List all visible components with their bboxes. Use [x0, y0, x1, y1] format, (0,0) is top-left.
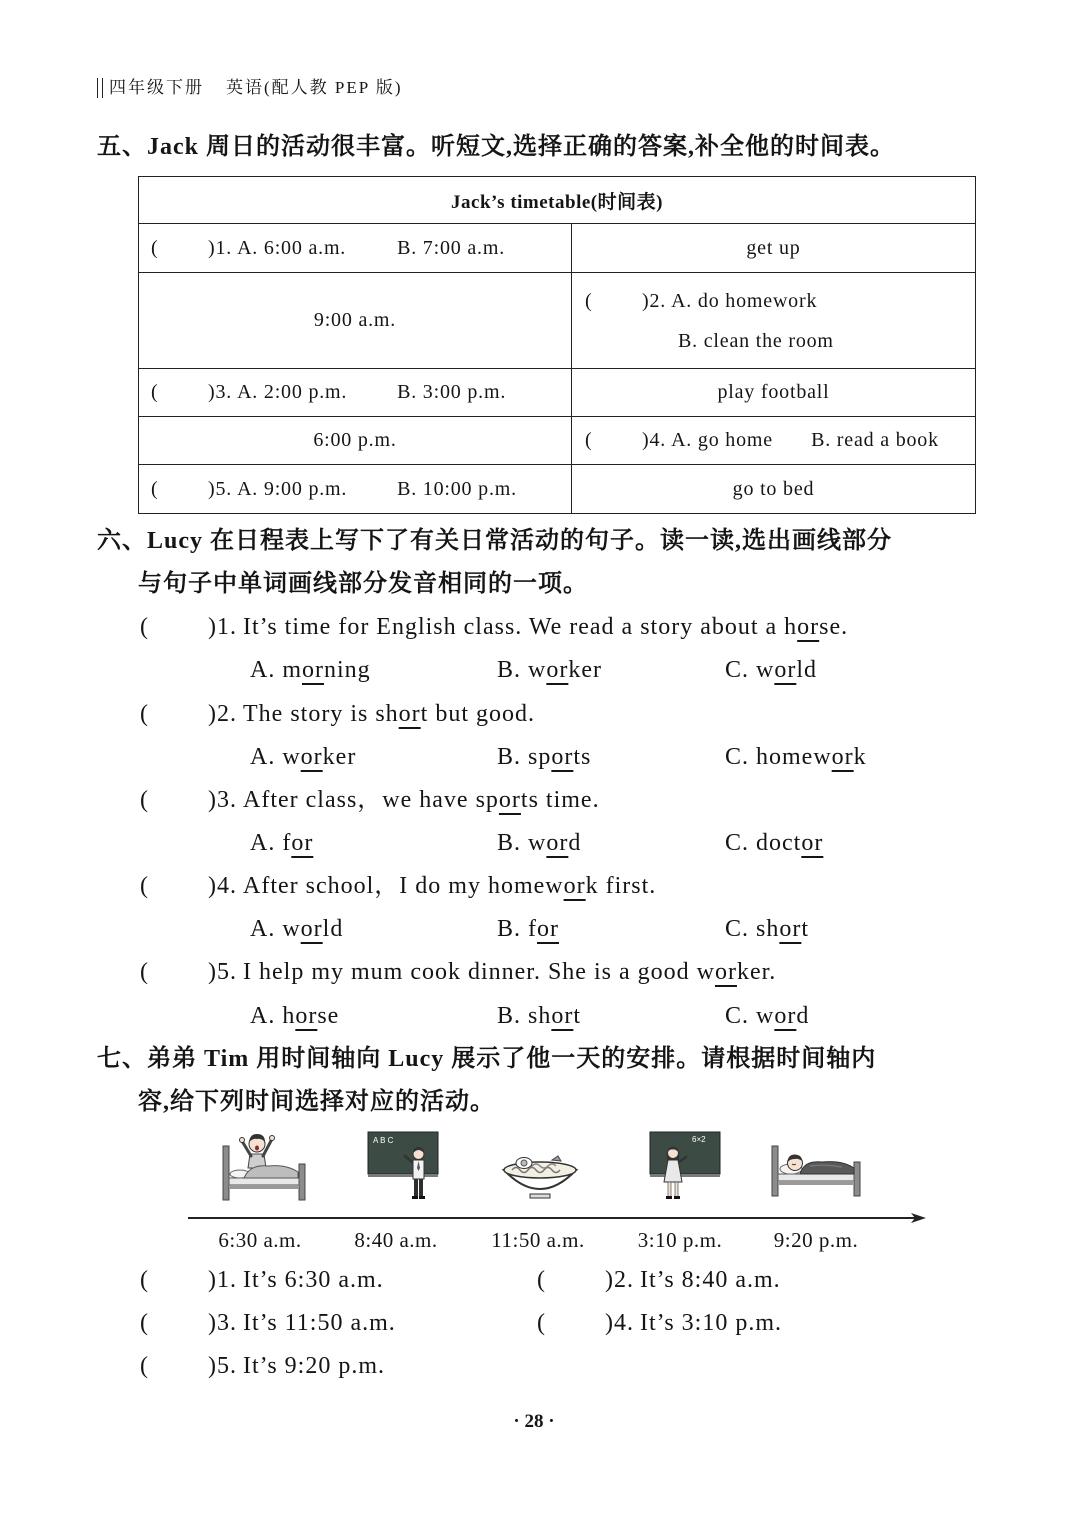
stem-text: ts time. [520, 787, 600, 813]
timetable-question-1 [139, 224, 572, 273]
option-b: B. clean the room [678, 329, 834, 352]
answer-blank[interactable]: ( [140, 1353, 149, 1379]
options-5 [250, 1001, 809, 1031]
underlined-letters: or [295, 1003, 318, 1029]
timetable-activity: go to bed [572, 465, 976, 514]
timetable-time: 6:00 p.m. [139, 417, 572, 465]
answer-blank[interactable]: ( [140, 787, 149, 813]
timeline-arrow [186, 1209, 928, 1227]
answer-blank[interactable]: ( [537, 1267, 546, 1293]
underlined-letters: or [546, 657, 569, 683]
option-text: t [801, 916, 810, 942]
question-number: )3. [208, 381, 233, 403]
underlined-letters: or [801, 830, 824, 856]
option-b[interactable] [497, 828, 725, 858]
question-number: )5. [208, 477, 233, 500]
option-c[interactable] [725, 742, 867, 772]
underlined-letters: or [797, 614, 820, 640]
option-a[interactable] [250, 655, 497, 685]
question-5 [140, 957, 776, 987]
option-a: A. 2:00 p.m. [237, 381, 348, 403]
timeline-question-1 [140, 1265, 384, 1295]
header-subject: 英语(配人教 PEP 版) [226, 78, 403, 97]
option-c[interactable] [725, 655, 817, 685]
answer-blank[interactable]: ( [151, 236, 159, 259]
option-text: C. w [725, 657, 775, 683]
option-text: C. sh [725, 916, 780, 942]
question-number: )2. [605, 1267, 634, 1293]
timetable-question-2 [572, 273, 976, 369]
option-b: B. 3:00 p.m. [397, 381, 507, 403]
wake-up-picture [220, 1128, 308, 1202]
timeline-question-2 [537, 1265, 781, 1295]
header-grade: 四年级下册 [109, 78, 204, 97]
option-text: C. w [725, 1003, 775, 1029]
question-number: )5. [208, 1353, 237, 1379]
answer-blank[interactable]: ( [140, 701, 149, 727]
option-text: B. f [497, 916, 537, 942]
question-3 [140, 785, 600, 815]
answer-blank[interactable]: ( [151, 381, 159, 403]
option-text: C. doct [725, 830, 802, 856]
page-number: · 28 · [513, 1411, 555, 1432]
answer-blank[interactable]: ( [140, 1310, 149, 1336]
option-a[interactable] [250, 1001, 497, 1031]
question-text: It’s 9:20 p.m. [243, 1353, 386, 1379]
option-b[interactable] [497, 655, 725, 685]
option-a: A. go home [671, 429, 773, 451]
question-1 [140, 612, 848, 642]
answer-blank[interactable]: ( [140, 959, 149, 985]
question-line [585, 281, 975, 321]
timetable-question-5 [139, 465, 572, 514]
question-4 [140, 871, 656, 901]
question-text: It’s 3:10 p.m. [640, 1310, 783, 1336]
option-b[interactable] [497, 1001, 725, 1031]
question-number: )3. [208, 787, 237, 813]
answer-blank[interactable]: ( [585, 289, 593, 312]
underlined-letters: or [563, 873, 586, 899]
underlined-letters: or [714, 959, 737, 985]
underlined-letters: or [300, 744, 323, 770]
page-header [97, 77, 403, 99]
stem-text: It’s time for English class. We read a story about a h [243, 614, 798, 640]
option-b: B. 10:00 p.m. [397, 477, 517, 500]
header-bar-mark [97, 78, 103, 98]
underlined-letters: or [551, 1003, 574, 1029]
stem-text: After class，we have sp [243, 787, 499, 813]
section-7-title-line-1: 七、弟弟 Tim 用时间轴向 Lucy 展示了他一天的安排。请根据时间轴内 [97, 1046, 877, 1072]
underlined-letters: or [546, 830, 569, 856]
option-text: B. sp [497, 744, 552, 770]
question-2 [140, 699, 535, 729]
underlined-letters: or [537, 916, 559, 942]
timetable-activity: get up [572, 224, 976, 273]
stem-text: After school，I do my homew [243, 873, 564, 899]
timeline-question-4 [537, 1308, 782, 1338]
timetable-caption: Jack’s timetable(时间表) [139, 177, 976, 224]
option-text: A. m [250, 657, 302, 683]
underlined-letters: or [302, 657, 324, 683]
question-number: )5. [208, 959, 237, 985]
blackboard-text: A B C [373, 1136, 394, 1145]
answer-blank[interactable]: ( [140, 1267, 149, 1293]
stem-text: ker. [736, 959, 777, 985]
section-5-title: 五、Jack 周日的活动很丰富。听短文,选择正确的答案,补全他的时间表。 [97, 134, 895, 160]
option-text: A. f [250, 830, 292, 856]
options-1 [250, 655, 817, 685]
timetable-question-4 [572, 417, 976, 465]
underlined-letters: or [498, 787, 521, 813]
answer-blank[interactable]: ( [151, 477, 159, 500]
answer-blank[interactable]: ( [140, 873, 149, 899]
timeline-question-3 [140, 1308, 396, 1338]
option-text: B. sh [497, 1003, 552, 1029]
stem-text: se. [819, 614, 849, 640]
option-text: ts [573, 744, 592, 770]
underlined-letters: or [779, 916, 802, 942]
option-b: B. read a book [811, 429, 939, 451]
option-text: B. w [497, 657, 547, 683]
question-number: )1. [208, 614, 237, 640]
option-b[interactable] [497, 742, 725, 772]
options-4 [250, 914, 809, 944]
underlined-letters: or [300, 916, 323, 942]
underlined-letters: or [398, 701, 421, 727]
question-text: It’s 8:40 a.m. [640, 1267, 781, 1293]
timeline-question-5 [140, 1351, 385, 1381]
option-text: B. w [497, 830, 547, 856]
timeline-time-5: 9:20 p.m. [773, 1228, 859, 1252]
option-c[interactable] [725, 1001, 809, 1031]
question-text: It’s 11:50 a.m. [243, 1310, 396, 1336]
underlined-letters: or [774, 657, 797, 683]
option-a: A. do homework [671, 289, 818, 312]
timeline-time-2: 8:40 a.m. [354, 1228, 438, 1252]
options-3 [250, 828, 823, 858]
answer-blank[interactable]: ( [140, 614, 149, 640]
question-number: )2. [208, 701, 237, 727]
option-text: A. h [250, 1003, 296, 1029]
option-text: ker [568, 657, 602, 683]
question-number: )4. [642, 429, 667, 451]
lunch-noodles-picture [500, 1148, 580, 1202]
timetable-activity: play football [572, 369, 976, 417]
timeline-time-3: 11:50 a.m. [491, 1228, 585, 1252]
option-text: t [573, 1003, 582, 1029]
option-b: B. 7:00 a.m. [397, 236, 505, 259]
option-text: ning [324, 657, 371, 683]
option-text: d [796, 1003, 810, 1029]
option-text: se [317, 1003, 340, 1029]
question-number: )3. [208, 1310, 237, 1336]
question-number: )2. [642, 289, 667, 312]
timeline-time-1: 6:30 a.m. [218, 1228, 302, 1252]
question-text: It’s 6:30 a.m. [243, 1267, 384, 1293]
question-number: )1. [208, 1267, 237, 1293]
option-text: C. homew [725, 744, 832, 770]
stem-text: I help my mum cook dinner. She is a good w [243, 959, 715, 985]
blackboard-text: 6×2 [692, 1135, 706, 1144]
math-class-picture [648, 1130, 722, 1202]
answer-blank[interactable]: ( [537, 1310, 546, 1336]
options-2 [250, 742, 867, 772]
timeline-time-4: 3:10 p.m. [637, 1228, 723, 1252]
go-to-bed-picture [770, 1138, 862, 1198]
underlined-letters: or [291, 830, 314, 856]
underlined-letters: or [831, 744, 854, 770]
option-text: ld [796, 657, 818, 683]
option-text: d [568, 830, 582, 856]
english-class-picture [366, 1130, 440, 1202]
question-number: )4. [605, 1310, 634, 1336]
question-number: )1. [208, 236, 233, 259]
option-c[interactable] [725, 914, 809, 944]
option-text: k [853, 744, 867, 770]
option-a[interactable] [250, 742, 497, 772]
option-a: A. 6:00 a.m. [237, 236, 347, 259]
timetable [138, 176, 976, 514]
answer-blank[interactable]: ( [585, 429, 593, 451]
option-text: A. w [250, 744, 301, 770]
option-a[interactable] [250, 828, 497, 858]
underlined-letters: or [774, 1003, 797, 1029]
option-a[interactable] [250, 914, 497, 944]
section-6-title-line-2: 与句子中单词画线部分发音相同的一项。 [138, 571, 588, 597]
option-text: ker [322, 744, 357, 770]
stem-text: t but good. [420, 701, 536, 727]
underlined-letters: or [551, 744, 574, 770]
option-a: A. 9:00 p.m. [237, 477, 348, 500]
section-6-title-line-1: 六、Lucy 在日程表上写下了有关日常活动的句子。读一读,选出画线部分 [97, 528, 893, 554]
section-7-title-line-2: 容,给下列时间选择对应的活动。 [138, 1089, 495, 1115]
stem-text: The story is sh [243, 701, 399, 727]
timetable-question-3 [139, 369, 572, 417]
option-b[interactable] [497, 914, 725, 944]
question-number: )4. [208, 873, 237, 899]
option-text: A. w [250, 916, 301, 942]
stem-text: k first. [585, 873, 657, 899]
option-c[interactable] [725, 828, 823, 858]
timetable-time: 9:00 a.m. [139, 273, 572, 369]
option-text: ld [322, 916, 344, 942]
